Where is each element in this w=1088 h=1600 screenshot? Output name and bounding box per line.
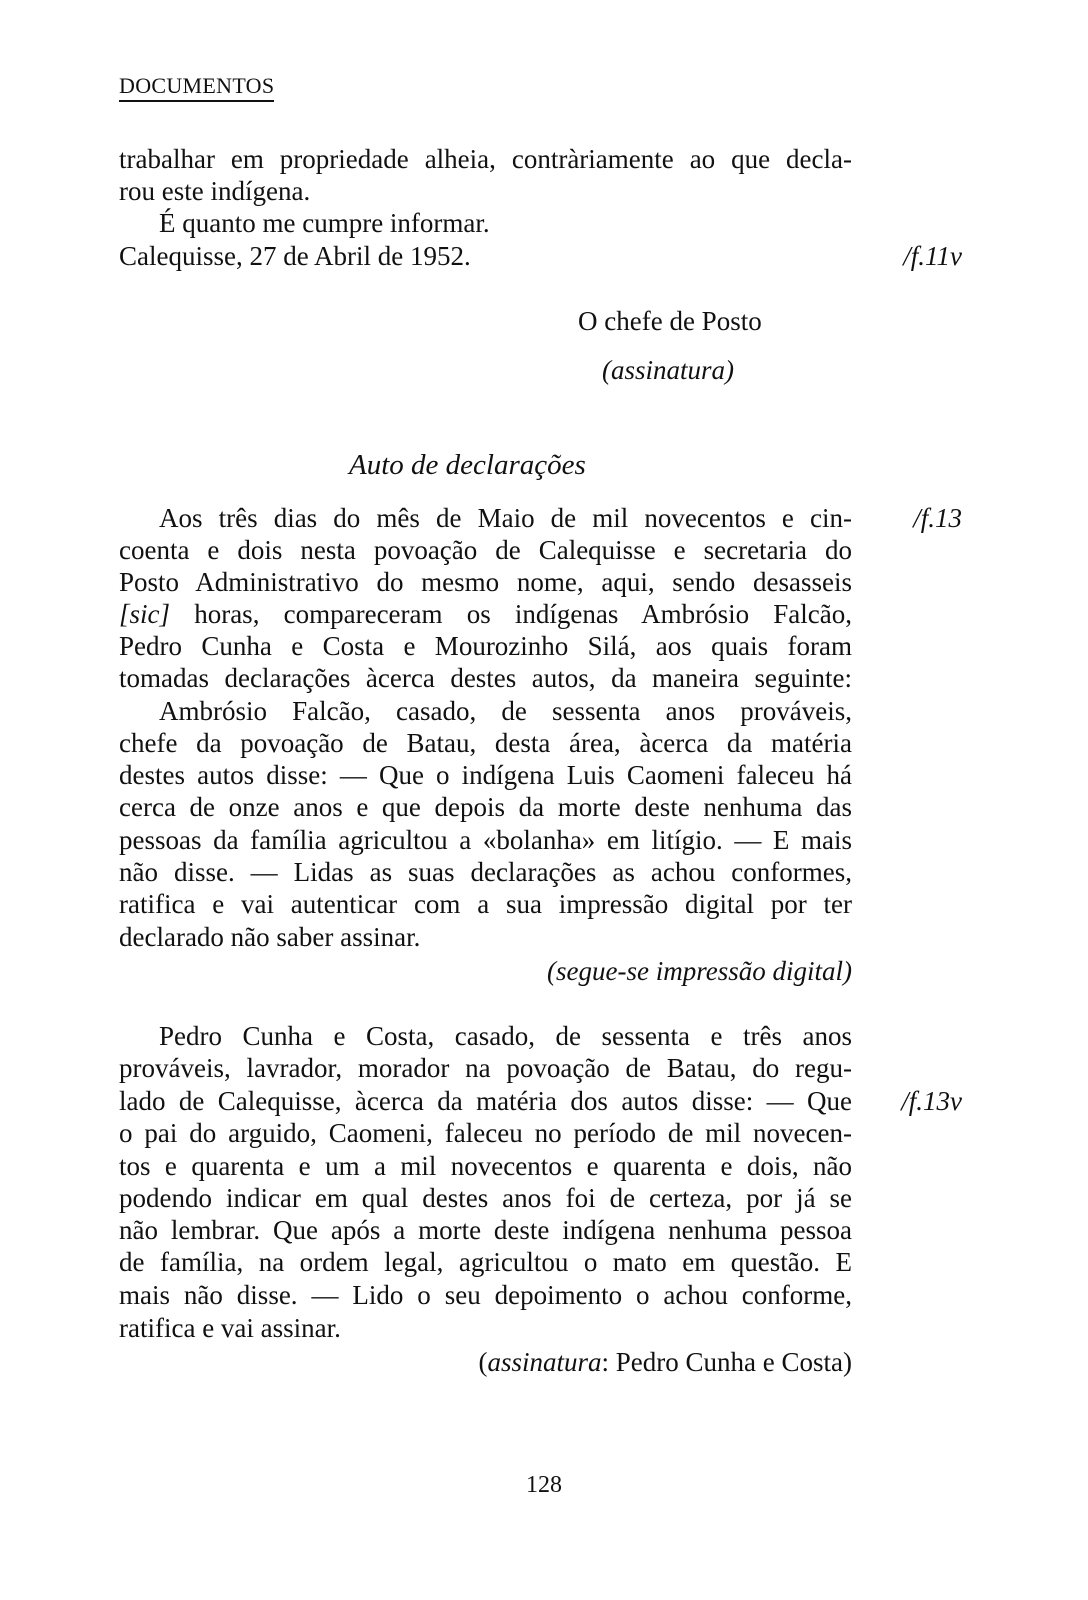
text-line: cerca de onze anos e que depois da morte deste nenhuma das xyxy=(119,792,852,822)
text-line: de família, na ordem legal, agricultou o mato em questão. E xyxy=(119,1247,852,1277)
sic-marker: [sic] xyxy=(119,599,171,629)
signature-note xyxy=(119,1346,852,1378)
text-line: trabalhar em propriedade alheia, contràriamente ao que decla- xyxy=(119,144,852,174)
text-line: tomadas declarações àcerca destes autos, da maneira seguinte: xyxy=(119,663,852,693)
text-span: horas, compareceram os indígenas Ambrósio Falcão, xyxy=(170,599,852,629)
running-header: DOCUMENTOS xyxy=(119,73,274,102)
paren-open: ( xyxy=(478,1347,488,1377)
text-line: rou este indígena. xyxy=(119,176,311,206)
text-line: É quanto me cumpre informar. xyxy=(159,208,490,238)
text-line: pessoas da família agricultou a «bolanha» em litígio. — E mais xyxy=(119,825,852,855)
signature-label: assinatura xyxy=(487,1347,602,1377)
folio-margin-note: /f.11v xyxy=(903,241,962,271)
text-line: Posto Administrativo do mesmo nome, aqui, sendo desasseis xyxy=(119,567,852,597)
signature-placeholder: (assinatura) xyxy=(602,355,735,385)
fingerprint-note: (segue-se impressão digital) xyxy=(547,956,852,986)
text-line: declarado não saber assinar. xyxy=(119,922,421,952)
text-line: tos e quarenta e um a mil novecentos e quarenta e dois, não xyxy=(119,1151,852,1181)
text-line: ratifica e vai autenticar com a sua impressão digital por ter xyxy=(119,889,852,919)
signature-name: : Pedro Cunha e Costa) xyxy=(601,1347,852,1377)
page-number: 128 xyxy=(526,1472,562,1498)
text-line: não disse. — Lidas as suas declarações as achou conformes, xyxy=(119,857,852,887)
text-line: lado de Calequisse, àcerca da matéria dos autos disse: — Que xyxy=(119,1086,852,1116)
text-line: ratifica e vai assinar. xyxy=(119,1313,341,1343)
text-line: mais não disse. — Lido o seu depoimento o achou conforme, xyxy=(119,1280,852,1310)
text-line: o pai do arguido, Caomeni, faleceu no período de mil novecen- xyxy=(119,1118,852,1148)
text-line: Ambrósio Falcão, casado, de sessenta anos prováveis, xyxy=(159,696,852,726)
text-line: coenta e dois nesta povoação de Calequisse e secretaria do xyxy=(119,535,852,565)
text-line xyxy=(119,598,852,630)
dateline: Calequisse, 27 de Abril de 1952. xyxy=(119,241,471,271)
folio-margin-note: /f.13 xyxy=(913,503,962,533)
text-line: destes autos disse: — Que o indígena Luis Caomeni faleceu há xyxy=(119,760,852,790)
text-line: Pedro Cunha e Costa e Mourozinho Silá, aos quais foram xyxy=(119,631,852,661)
folio-margin-note: /f.13v xyxy=(901,1086,962,1116)
text-line: Pedro Cunha e Costa, casado, de sessenta e três anos xyxy=(159,1021,852,1051)
text-line: chefe da povoação de Batau, desta área, àcerca da matéria xyxy=(119,728,852,758)
text-line: Aos três dias do mês de Maio de mil novecentos e cin- xyxy=(159,503,852,533)
text-line: não lembrar. Que após a morte deste indígena nenhuma pessoa xyxy=(119,1215,852,1245)
text-line: prováveis, lavrador, morador na povoação de Batau, do regu- xyxy=(119,1053,852,1083)
section-title: Auto de declarações xyxy=(349,449,586,481)
signature-title: O chefe de Posto xyxy=(578,306,762,336)
text-line: podendo indicar em qual destes anos foi de certeza, por já se xyxy=(119,1183,852,1213)
